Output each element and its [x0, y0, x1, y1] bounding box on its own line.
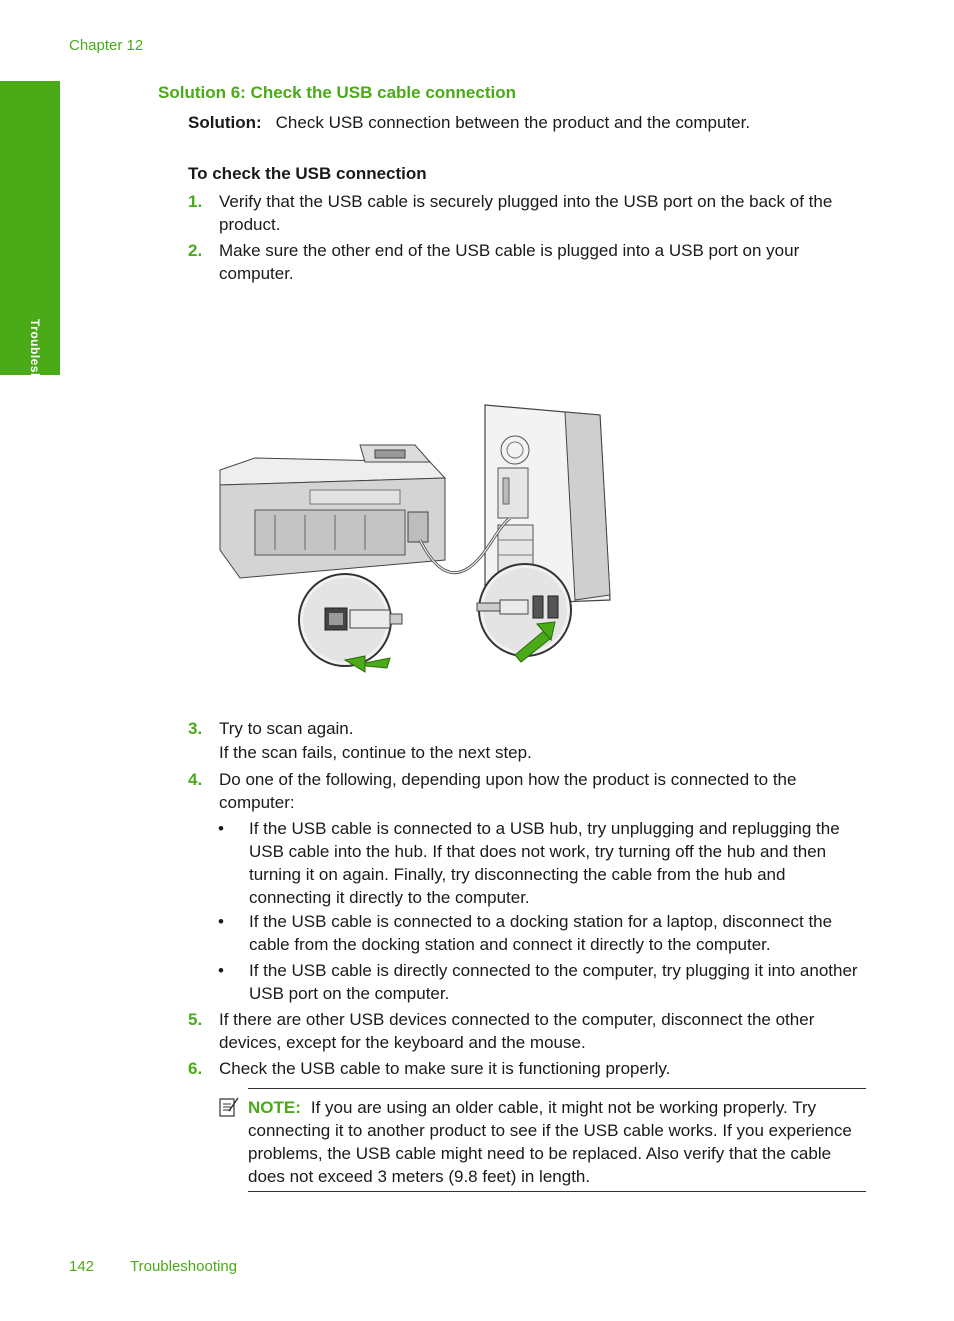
note-icon: [218, 1096, 240, 1118]
step-number: 4.: [188, 770, 203, 789]
side-section-tab: [0, 81, 60, 421]
bullet-text: If the USB cable is directly connected to the computer, try plugging it into another USB port on the computer.: [249, 961, 858, 1003]
note-top-rule: [248, 1088, 866, 1089]
page-number: 142: [69, 1258, 95, 1275]
solution-label: Solution:: [188, 113, 262, 132]
bullet-text: If the USB cable is connected to a USB hub, try unplugging and replugging the USB cable into the hub. If that does not work, try turning off the hub and then turning it on again. Finally, try disconnecting the cable from the hub and connecting it directly to the computer.: [249, 819, 840, 907]
bullet-text: If the USB cable is connected to a docking station for a laptop, disconnect the cable from the docking station and connect it directly to the computer.: [249, 912, 833, 954]
chapter-label: Chapter 12: [69, 37, 144, 54]
step-number: 1.: [188, 192, 203, 211]
step-text: Do one of the following, depending upon how the product is connected to the computer:: [219, 770, 797, 812]
step-text: If there are other USB devices connected to the computer, disconnect the other devices, except for the keyboard and the mouse.: [219, 1010, 815, 1052]
step-number: 3.: [188, 719, 203, 738]
solution-title: Solution 6: Check the USB cable connection: [158, 83, 516, 102]
note-bottom-rule: [248, 1191, 866, 1192]
note-text: [248, 1096, 868, 1188]
solution-line: [188, 113, 750, 133]
printer-icon: [220, 445, 445, 578]
solution-text: Check USB connection between the product and the computer.: [275, 113, 751, 132]
step-number: 2.: [188, 241, 203, 260]
printer-usb-port-zoom: [299, 574, 402, 672]
step-number: 6.: [188, 1059, 203, 1078]
step-subtext: If the scan fails, continue to the next step.: [219, 743, 532, 762]
side-tab-label: Troubleshooting: [28, 319, 42, 421]
footer-section: Troubleshooting: [130, 1258, 238, 1275]
procedure-heading: To check the USB connection: [188, 164, 427, 183]
computer-usb-port-zoom: [477, 564, 571, 662]
step-number: 5.: [188, 1010, 203, 1029]
step-text: Verify that the USB cable is securely plugged into the USB port on the back of the product.: [219, 192, 833, 234]
step-text: Try to scan again.: [219, 719, 354, 738]
step-text: Make sure the other end of the USB cable is plugged into a USB port on your computer.: [219, 241, 800, 283]
note-label: NOTE:: [248, 1098, 301, 1117]
usb-connection-illustration: [215, 400, 615, 682]
step-text: Check the USB cable to make sure it is functioning properly.: [219, 1059, 671, 1078]
note-body: If you are using an older cable, it might not be working properly. Try connecting it to another product to see if the USB cable works. If you experience problems, the USB cable might need to be replaced. Also verify that the cable does not exceed 3 meters (9.8 feet) in length.: [248, 1098, 852, 1186]
